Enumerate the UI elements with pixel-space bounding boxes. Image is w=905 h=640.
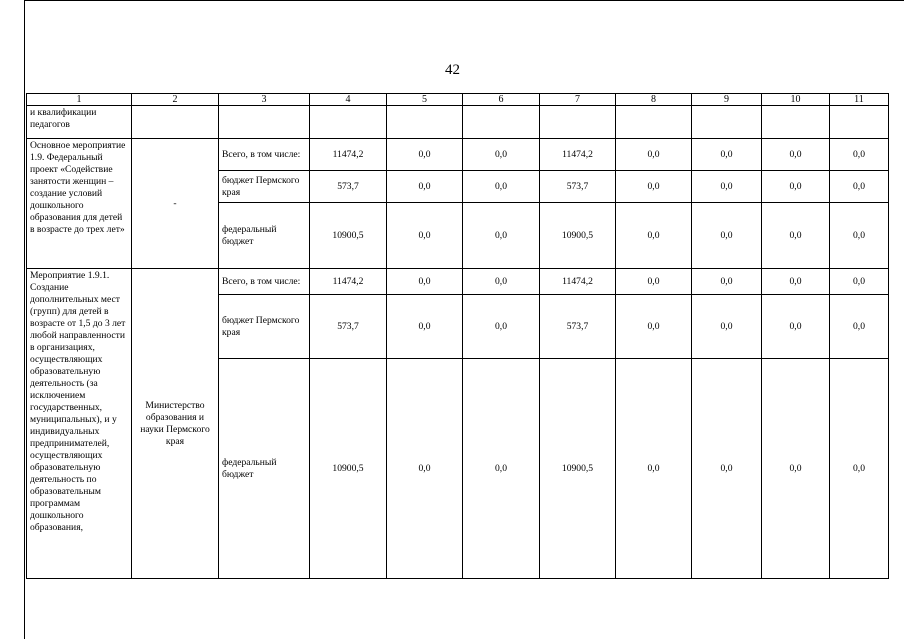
executor-cell: - bbox=[132, 139, 219, 269]
budget-table bbox=[26, 93, 889, 579]
value-cell: 0,0 bbox=[616, 139, 692, 171]
value-cell: 0,0 bbox=[616, 295, 692, 359]
value-cell: 0,0 bbox=[616, 269, 692, 295]
value-cell: 0,0 bbox=[387, 139, 463, 171]
value-cell: 0,0 bbox=[692, 171, 762, 203]
value-cell: 0,0 bbox=[762, 359, 830, 579]
activity-name: Основное мероприятие 1.9. Федеральный проект «Содействие занятости женщин – создание условий дошкольного образования для детей в возрасте до трех лет» bbox=[27, 139, 132, 269]
value-cell: 10900,5 bbox=[310, 203, 387, 269]
value-cell: 0,0 bbox=[762, 139, 830, 171]
value-cell: 0,0 bbox=[387, 295, 463, 359]
value-cell: 0,0 bbox=[762, 171, 830, 203]
column-header: 8 bbox=[616, 94, 692, 106]
column-header: 7 bbox=[540, 94, 616, 106]
column-header: 9 bbox=[692, 94, 762, 106]
value-cell: 10900,5 bbox=[540, 203, 616, 269]
value-cell: 0,0 bbox=[830, 203, 889, 269]
value-cell: 0,0 bbox=[463, 171, 540, 203]
value-cell: 0,0 bbox=[830, 269, 889, 295]
column-header-row bbox=[27, 94, 889, 106]
value-cell: 573,7 bbox=[310, 171, 387, 203]
value-cell: 11474,2 bbox=[310, 269, 387, 295]
funding-source: Всего, в том числе: bbox=[219, 139, 310, 171]
column-header: 3 bbox=[219, 94, 310, 106]
column-header: 6 bbox=[463, 94, 540, 106]
value-cell: 11474,2 bbox=[310, 139, 387, 171]
value-cell: 0,0 bbox=[387, 269, 463, 295]
value-cell: 0,0 bbox=[463, 359, 540, 579]
value-cell: 0,0 bbox=[463, 139, 540, 171]
value-cell: 0,0 bbox=[830, 171, 889, 203]
value-cell: 573,7 bbox=[540, 171, 616, 203]
value-cell: 0,0 bbox=[387, 359, 463, 579]
value-cell: 573,7 bbox=[310, 295, 387, 359]
funding-source: бюджет Пермского края bbox=[219, 171, 310, 203]
funding-source: бюджет Пермского края bbox=[219, 295, 310, 359]
activity-name: и квалификации педагогов bbox=[27, 106, 132, 139]
value-cell: 0,0 bbox=[692, 203, 762, 269]
value-cell: 0,0 bbox=[830, 139, 889, 171]
column-header: 1 bbox=[27, 94, 132, 106]
value-cell: 573,7 bbox=[540, 295, 616, 359]
column-header: 11 bbox=[830, 94, 889, 106]
value-cell: 0,0 bbox=[692, 295, 762, 359]
value-cell: 0,0 bbox=[692, 269, 762, 295]
value-cell: 0,0 bbox=[463, 269, 540, 295]
executor-cell: Министерство образования и науки Пермского края bbox=[132, 269, 219, 579]
table-row bbox=[27, 106, 889, 139]
value-cell: 0,0 bbox=[762, 295, 830, 359]
activity-name: Мероприятие 1.9.1. Создание дополнительных мест (групп) для детей в возрасте от 1,5 до 3 лет любой направленности в организациях, осуществляющих образовательную деятельность (за исключением государственных, муниципальных), и у индивидуальных предпринимателей, осуществляющих образовательную деятельность по образовательным программам дошкольного образования, bbox=[27, 269, 132, 579]
column-header: 2 bbox=[132, 94, 219, 106]
value-cell: 0,0 bbox=[616, 359, 692, 579]
value-cell: 0,0 bbox=[463, 203, 540, 269]
value-cell: 0,0 bbox=[387, 171, 463, 203]
value-cell: 0,0 bbox=[762, 203, 830, 269]
table-row bbox=[27, 269, 889, 295]
funding-source: федеральный бюджет bbox=[219, 203, 310, 269]
value-cell: 0,0 bbox=[692, 359, 762, 579]
page-number: 42 bbox=[445, 62, 460, 78]
column-header: 4 bbox=[310, 94, 387, 106]
value-cell: 0,0 bbox=[830, 359, 889, 579]
value-cell: 0,0 bbox=[762, 269, 830, 295]
value-cell: 0,0 bbox=[463, 295, 540, 359]
funding-source: Всего, в том числе: bbox=[219, 269, 310, 295]
value-cell: 0,0 bbox=[387, 203, 463, 269]
value-cell: 0,0 bbox=[692, 139, 762, 171]
value-cell: 0,0 bbox=[830, 295, 889, 359]
value-cell: 0,0 bbox=[616, 203, 692, 269]
value-cell: 0,0 bbox=[616, 171, 692, 203]
column-header: 10 bbox=[762, 94, 830, 106]
value-cell: 11474,2 bbox=[540, 139, 616, 171]
value-cell: 10900,5 bbox=[540, 359, 616, 579]
column-header: 5 bbox=[387, 94, 463, 106]
value-cell: 10900,5 bbox=[310, 359, 387, 579]
value-cell: 11474,2 bbox=[540, 269, 616, 295]
table-row bbox=[27, 139, 889, 171]
funding-source: федеральный бюджет bbox=[219, 359, 310, 579]
